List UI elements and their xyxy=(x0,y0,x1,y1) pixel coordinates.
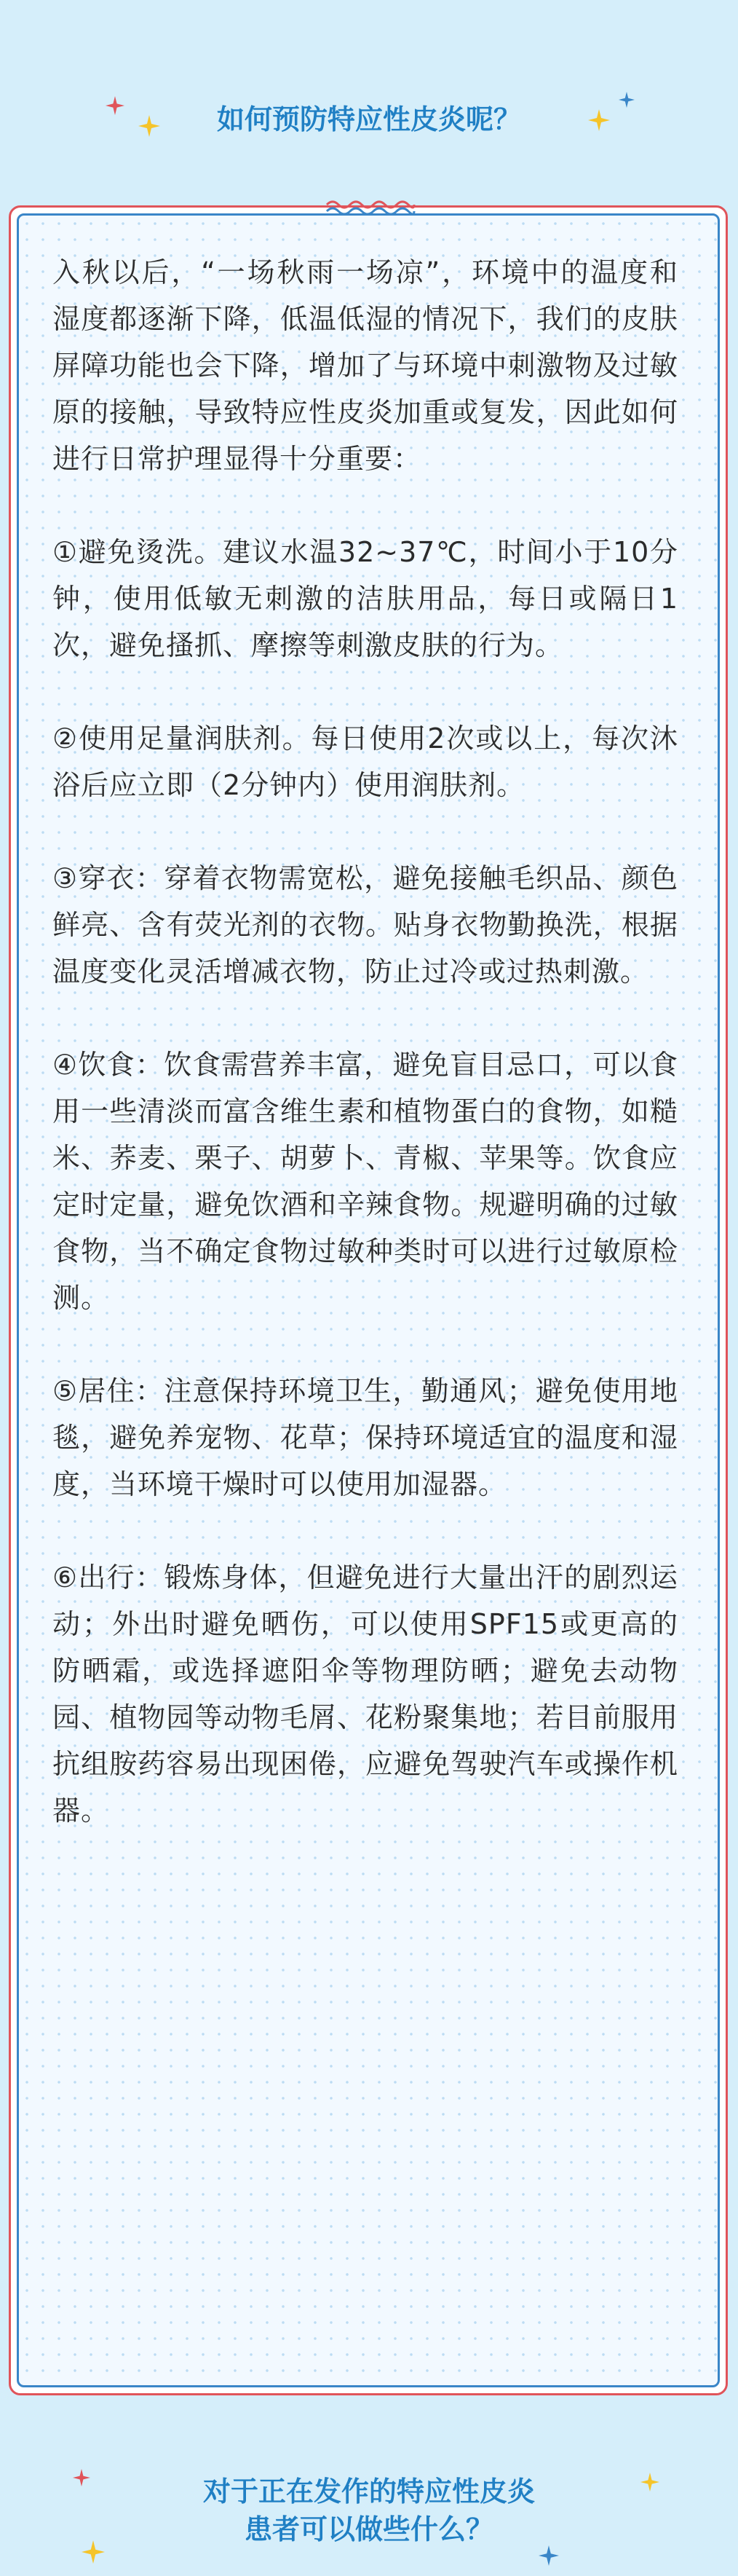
sparkle-icon xyxy=(619,92,635,108)
tip-clothing: ③穿衣：穿着衣物需宽松，避免接触毛织品、颜色鲜亮、含有荧光剂的衣物。贴身衣物勤换洗，根据温度变化灵活增减衣物，防止过冷或过热刺激。 xyxy=(52,862,678,988)
sparkle-icon xyxy=(539,2545,559,2566)
section-title-prevention: 如何预防特应性皮炎呢？ xyxy=(216,103,521,135)
section-title-line-1: 对于正在发作的特应性皮炎 xyxy=(202,2475,535,2508)
intro-paragraph: 入秋以后，“一场秋雨一场凉”，环境中的温度和湿度都逐渐下降，低温低湿的情况下，我们的皮肤屏障功能也会下降，增加了与环境中刺激物及过敏原的接触，导致特应性皮炎加重或复发，因此如何进行日常护理显得十分重要： xyxy=(52,256,678,475)
section-title-flare-care xyxy=(0,2473,738,2548)
tip-living: ⑤居住：注意保持环境卫生，勤通风；避免使用地毯，避免养宠物、花草；保持环境适宜的温度和湿度，当环境干燥时可以使用加湿器。 xyxy=(52,1375,678,1500)
sparkle-icon xyxy=(588,109,610,131)
section-title-line-2: 患者可以做些什么？ xyxy=(244,2513,493,2545)
tip-bathing: ①避免烫洗。建议水温32~37℃，时间小于10分钟，使用低敏无刺激的洁肤用品，每日或隔日1次，避免搔抓、摩擦等刺激皮肤的行为。 xyxy=(52,536,678,661)
content-card xyxy=(17,213,720,2387)
content-frame xyxy=(9,205,728,2395)
sparkle-icon xyxy=(73,2469,90,2486)
tip-travel: ⑥出行：锻炼身体，但避免进行大量出汗的剧烈运动；外出时避免晒伤，可以使用SPF15或更高的防晒霜，或选择遮阳伞等物理防晒；避免去动物园、植物园等动物毛屑、花粉聚集地；若目前服用抗组胺药容易出现困倦，应避免驾驶汽车或操作机器。 xyxy=(52,1561,678,1827)
tip-moisturizer: ②使用足量润肤剂。每日使用2次或以上，每次沐浴后应立即（2分钟内）使用润肤剂。 xyxy=(52,722,678,801)
sparkle-icon xyxy=(138,115,160,137)
tip-diet: ④饮食：饮食需营养丰富，避免盲目忌口，可以食用一些清淡而富含维生素和植物蛋白的食物，如糙米、荞麦、栗子、胡萝卜、青椒、苹果等。饮食应定时定量，避免饮酒和辛辣食物。规避明确的过敏食物，当不确定食物过敏种类时可以进行过敏原检测。 xyxy=(52,1049,678,1314)
sparkle-icon xyxy=(640,2473,659,2492)
sparkle-icon xyxy=(82,2540,105,2564)
article-body xyxy=(52,249,678,1834)
sparkle-icon xyxy=(106,96,124,115)
